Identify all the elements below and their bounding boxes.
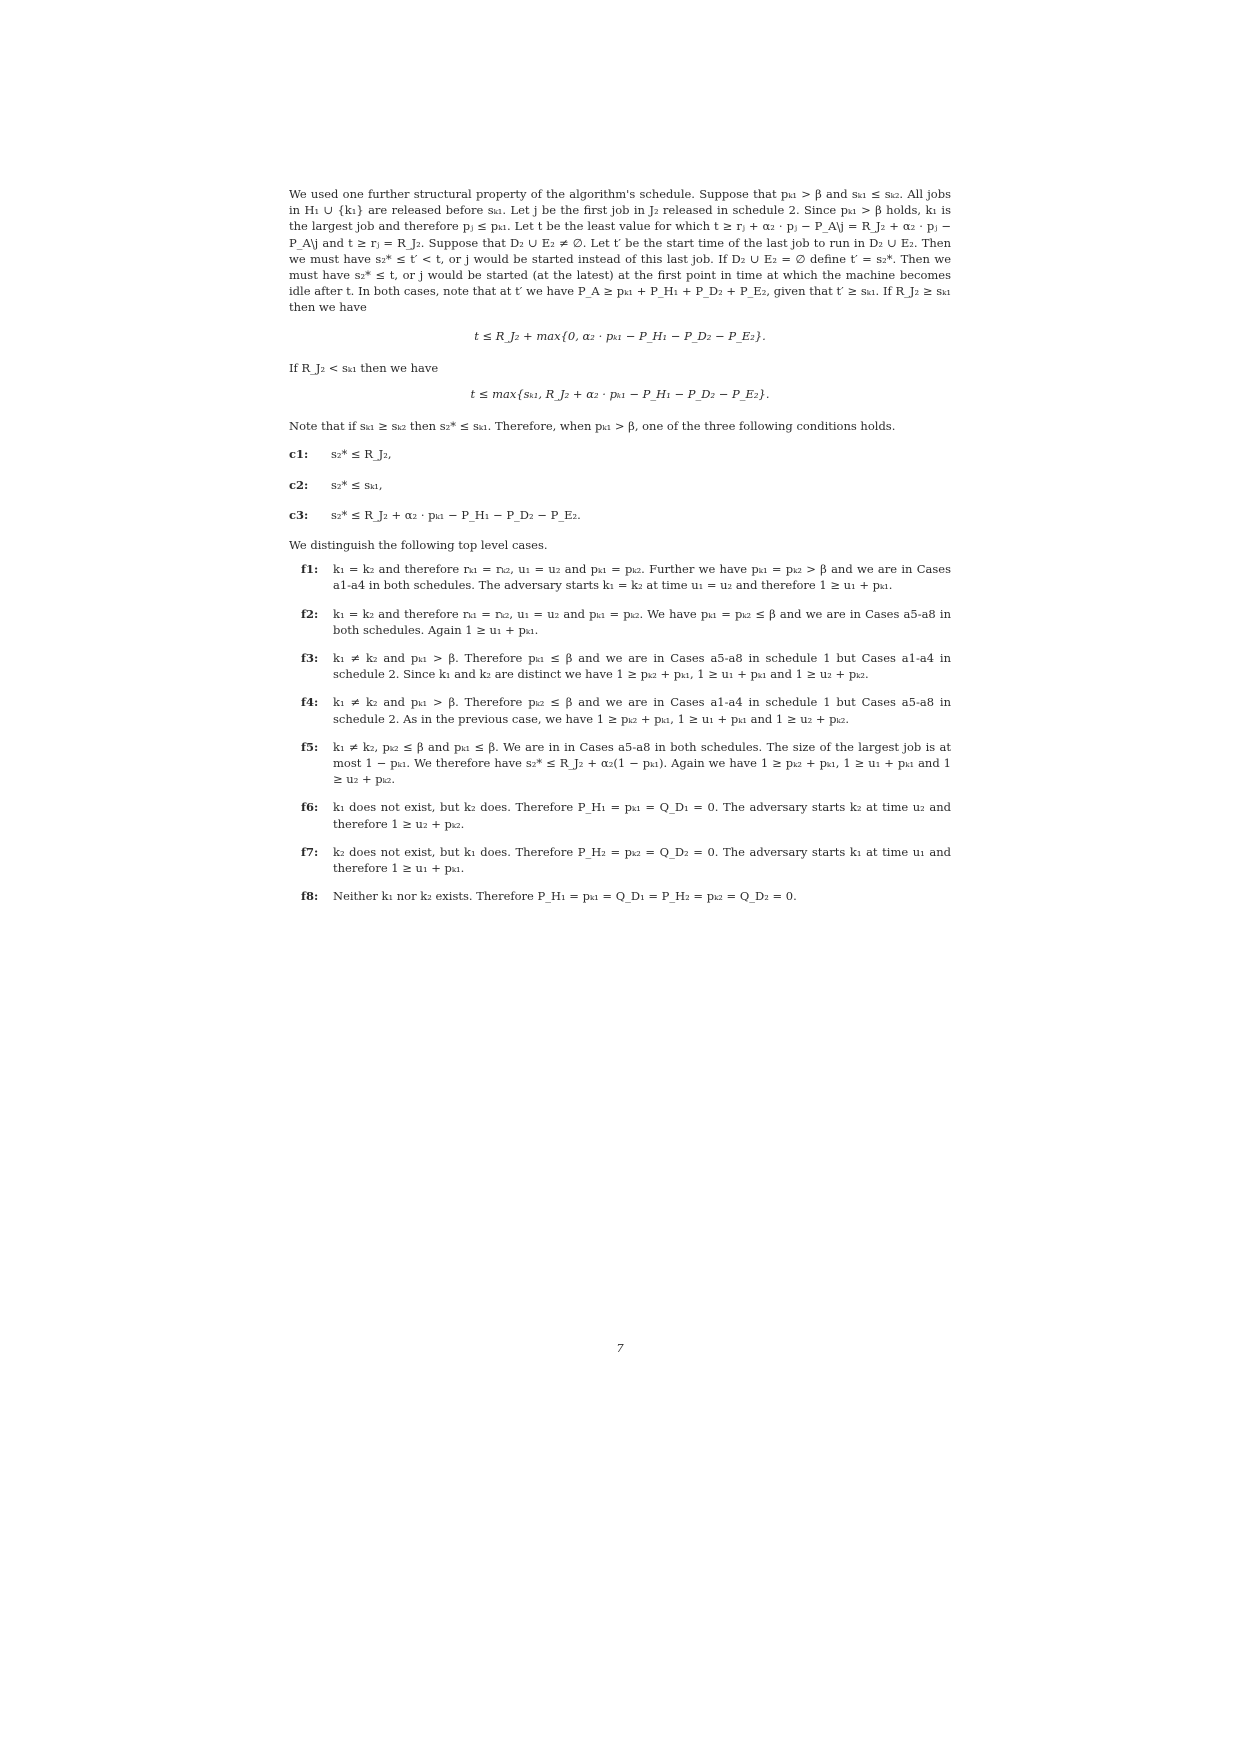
condition-text: s₂* ≤ R_J₂, xyxy=(331,447,392,462)
condition-item xyxy=(289,477,951,493)
page-number: 7 xyxy=(616,1341,624,1355)
equation-2: t ≤ max{sₖ₁, R_J₂ + α₂ · pₖ₁ − P_H₁ − P_D₂ − P_E₂}. xyxy=(470,387,770,402)
case-text: k₁ = k₂ and therefore rₖ₁ = rₖ₂, u₁ = u₂ and pₖ₁ = pₖ₂. We have pₖ₁ = pₖ₂ ≤ β and we are in Cases a5-a8 in both schedules. Again 1 ≥ u₁ + pₖ₁. xyxy=(333,606,951,637)
condition-item xyxy=(289,446,951,462)
paper-page xyxy=(289,186,951,1355)
if-line: If R_J₂ < sₖ₁ then we have xyxy=(289,360,439,375)
case-label: f1: xyxy=(301,562,319,577)
case-item xyxy=(289,844,951,876)
intro-paragraph: We used one further structural property of the algorithm's schedule. Suppose that pₖ₁ > β and sₖ₁ ≤ sₖ₂. All jobs in H₁ ∪ {k₁} are released before sₖ₁. Let j be the first job in J₂ released in schedule 2. Since pₖ₁ > β holds, k₁ is the largest job and therefore pⱼ ≤ pₖ₁. Let t be the least value for which t ≥ rⱼ + α₂ · pⱼ − P_A\j = R_J₂ + α₂ · pⱼ − P_A\j and t ≥ rⱼ = R_J₂. Suppose that D₂ ∪ E₂ ≠ ∅. Let t′ be the start time of the last job to run in D₂ ∪ E₂. Then we must have s₂* ≤ t′ < t, or j would be started instead of this last job. If D₂ ∪ E₂ = ∅ define t′ = s₂*. Then we must have s₂* ≤ t, or j would be started (at the latest) at the first point in time at which the machine becomes idle after t. In both cases, note that at t′ we have P_A ≥ pₖ₁ + P_H₁ + P_D₂ + P_E₂, given that t′ ≥ sₖ₁. If R_J₂ ≥ sₖ₁ then we have xyxy=(289,187,951,315)
case-text: Neither k₁ nor k₂ exists. Therefore P_H₁ = pₖ₁ = Q_D₁ = P_H₂ = pₖ₂ = Q_D₂ = 0. xyxy=(333,889,797,904)
condition-label: c3: xyxy=(289,507,309,522)
condition-label: c2: xyxy=(289,477,309,492)
condition-item xyxy=(289,507,951,523)
case-label: f2: xyxy=(301,606,319,621)
case-item xyxy=(289,888,951,904)
condition-text: s₂* ≤ R_J₂ + α₂ · pₖ₁ − P_H₁ − P_D₂ − P_E₂. xyxy=(331,507,581,522)
case-text: k₁ ≠ k₂ and pₖ₁ > β. Therefore pₖ₂ ≤ β and we are in Cases a1-a4 in schedule 1 but Cases a5-a8 in schedule 2. As in the previous case, we have 1 ≥ pₖ₂ + pₖ₁, 1 ≥ u₁ + pₖ₁ and 1 ≥ u₂ + pₖ₂. xyxy=(333,695,951,726)
condition-label: c1: xyxy=(289,447,309,462)
note-paragraph: Note that if sₖ₁ ≥ sₖ₂ then s₂* ≤ sₖ₁. Therefore, when pₖ₁ > β, one of the three following conditions holds. xyxy=(289,419,896,434)
condition-text: s₂* ≤ sₖ₁, xyxy=(331,477,383,492)
case-item xyxy=(289,561,951,593)
case-text: k₂ does not exist, but k₁ does. Therefore P_H₂ = pₖ₂ = Q_D₂ = 0. The adversary starts k₁ at time u₁ and therefore 1 ≥ u₁ + pₖ₁. xyxy=(333,844,951,876)
case-item xyxy=(289,799,951,831)
case-label: f7: xyxy=(301,844,319,859)
equation-1: t ≤ R_J₂ + max{0, α₂ · pₖ₁ − P_H₁ − P_D₂ − P_E₂}. xyxy=(474,328,766,343)
case-item xyxy=(289,739,951,788)
case-text: k₁ does not exist, but k₂ does. Therefore P_H₁ = pₖ₁ = Q_D₁ = 0. The adversary starts k₂ at time u₂ and therefore 1 ≥ u₂ + pₖ₂. xyxy=(333,800,951,831)
case-text: k₁ = k₂ and therefore rₖ₁ = rₖ₂, u₁ = u₂ and pₖ₁ = pₖ₂. Further we have pₖ₁ = pₖ₂ > β and we are in Cases a1-a4 in both schedules. The adversary starts k₁ = k₂ at time u₁ = u₂ and therefore 1 ≥ u₁ + pₖ₁. xyxy=(333,562,951,593)
case-label: f5: xyxy=(301,739,319,754)
case-label: f6: xyxy=(301,800,319,815)
case-item xyxy=(289,650,951,682)
distinguish-paragraph: We distinguish the following top level cases. xyxy=(289,538,548,553)
case-label: f3: xyxy=(301,651,319,666)
case-label: f8: xyxy=(301,889,319,904)
case-text: k₁ ≠ k₂, pₖ₂ ≤ β and pₖ₁ ≤ β. We are in in Cases a5-a8 in both schedules. The size of the largest job is at most 1 − pₖ₁. We therefore have s₂* ≤ R_J₂ + α₂(1 − pₖ₁). Again we have 1 ≥ pₖ₂ + pₖ₁, 1 ≥ u₁ + pₖ₁ and 1 ≥ u₂ + pₖ₂. xyxy=(333,739,951,787)
case-label: f4: xyxy=(301,695,319,710)
case-item xyxy=(289,606,951,638)
case-text: k₁ ≠ k₂ and pₖ₁ > β. Therefore pₖ₁ ≤ β and we are in Cases a5-a8 in schedule 1 but Cases a1-a4 in schedule 2. Since k₁ and k₂ are distinct we have 1 ≥ pₖ₂ + pₖ₁, 1 ≥ u₁ + pₖ₁ and 1 ≥ u₂ + pₖ₂. xyxy=(333,651,951,682)
case-item xyxy=(289,694,951,726)
